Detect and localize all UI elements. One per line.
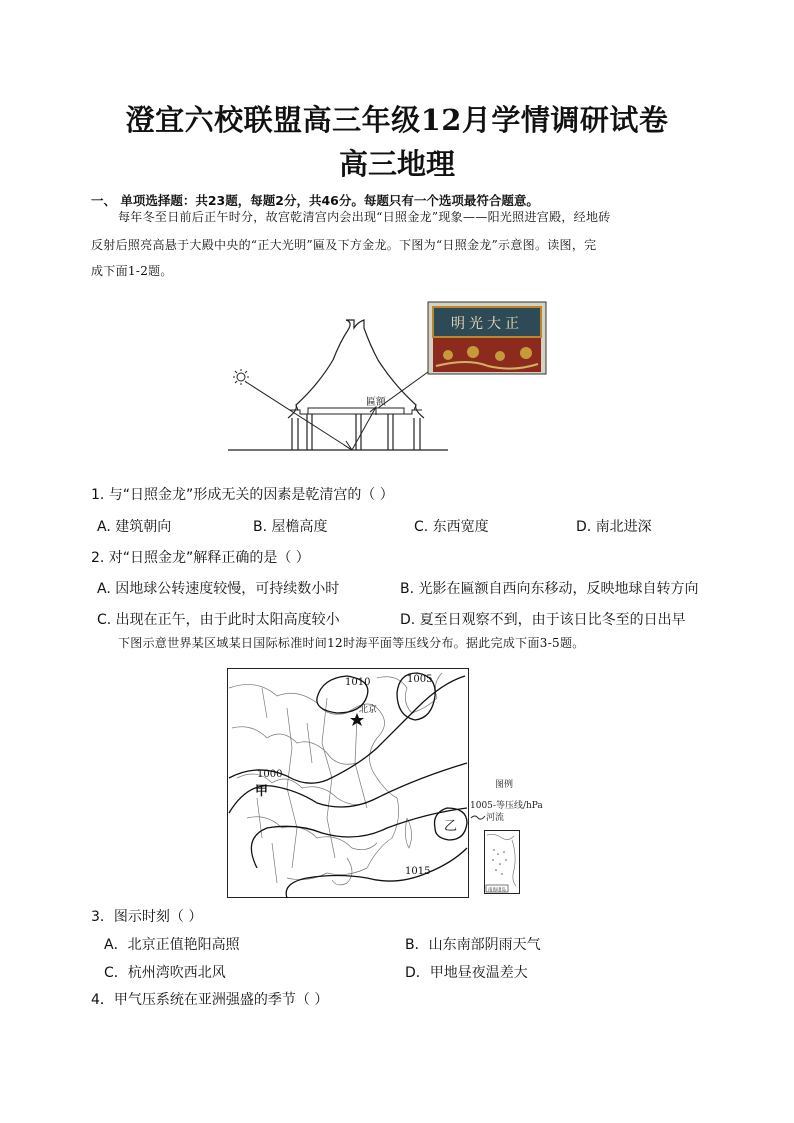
q3-option-a[interactable]: A．北京正值艳阳高照	[104, 937, 240, 953]
legend-isobar: 1005-等压线/hPa	[470, 801, 543, 811]
subject-title: 高三地理	[338, 147, 455, 181]
south-sea-inset	[484, 830, 520, 894]
q1-option-c[interactable]: C. 东西宽度	[414, 519, 489, 535]
q3-option-c[interactable]: C．杭州湾吹西北风	[104, 965, 226, 981]
q3-option-b[interactable]: B．山东南部阴雨天气	[405, 937, 541, 953]
q2-option-d[interactable]: D. 夏至日观察不到，由于该日比冬至的日出早	[400, 612, 686, 628]
q2-option-a[interactable]: A. 因地球公转速度较慢，可持续数小时	[97, 581, 340, 597]
q3-stem: 3．图示时刻（ ）	[91, 909, 203, 925]
q3-option-d[interactable]: D．甲地昼夜温差大	[405, 965, 528, 981]
section-heading: 一、 单项选择题：共23题，每题2分，共46分。每题只有一个选项最符合题意。	[91, 193, 539, 208]
isobar-label-1010: 1010	[345, 677, 371, 688]
q1-option-b[interactable]: B. 屋檐高度	[253, 519, 328, 535]
intro1-line1: 每年冬至日前后正午时分，故宫乾清宫内会出现“日照金龙”现象——阳光照进宫殿，经地砖	[118, 210, 611, 224]
palace-diagram	[228, 300, 548, 460]
isobar-map	[227, 668, 469, 898]
legend-river: 河流	[486, 813, 505, 823]
q1-stem: 1. 与“日照金龙”形成无关的因素是乾清宫的（ ）	[91, 487, 394, 503]
isobar-label-1000: 1000	[257, 769, 283, 780]
q1-option-d[interactable]: D. 南北进深	[576, 519, 652, 535]
intro1-line2: 反射后照亮高悬于大殿中央的“正大光明”匾及下方金龙。下图为“日照金龙”示意图。读图，完	[91, 238, 597, 252]
intro1-line3: 成下面1-2题。	[91, 264, 173, 278]
q2-option-c[interactable]: C. 出现在正午，由于此时太阳高度较小	[97, 612, 340, 628]
yi-label: 乙	[444, 819, 458, 834]
jia-label: 甲	[255, 784, 269, 799]
intro2-line1: 下图示意世界某区域某日国际标准时间12时海平面等压线分布。据此完成下面3-5题。	[118, 636, 585, 650]
beijing-label: 北京	[359, 705, 378, 715]
river-legend-icon	[470, 812, 486, 822]
q4-stem: 4．甲气压系统在亚洲强盛的季节（ ）	[91, 992, 329, 1008]
legend-title: 图例	[495, 780, 514, 790]
isobar-label-1005: 1005	[407, 674, 433, 685]
isobar-label-1015: 1015	[405, 866, 431, 877]
q2-option-b[interactable]: B. 光影在匾额自西向东移动，反映地球自转方向	[400, 581, 699, 597]
q1-option-a[interactable]: A. 建筑朝向	[97, 519, 172, 535]
plaque-label: 匾额	[366, 397, 386, 408]
exam-title: 澄宜六校联盟高三年级12月学情调研试卷	[125, 103, 669, 137]
plaque-text: 明光大正	[451, 316, 523, 332]
inset-label: 南海诸岛	[488, 888, 506, 893]
q2-stem: 2. 对“日照金龙”解释正确的是（ ）	[91, 550, 310, 566]
